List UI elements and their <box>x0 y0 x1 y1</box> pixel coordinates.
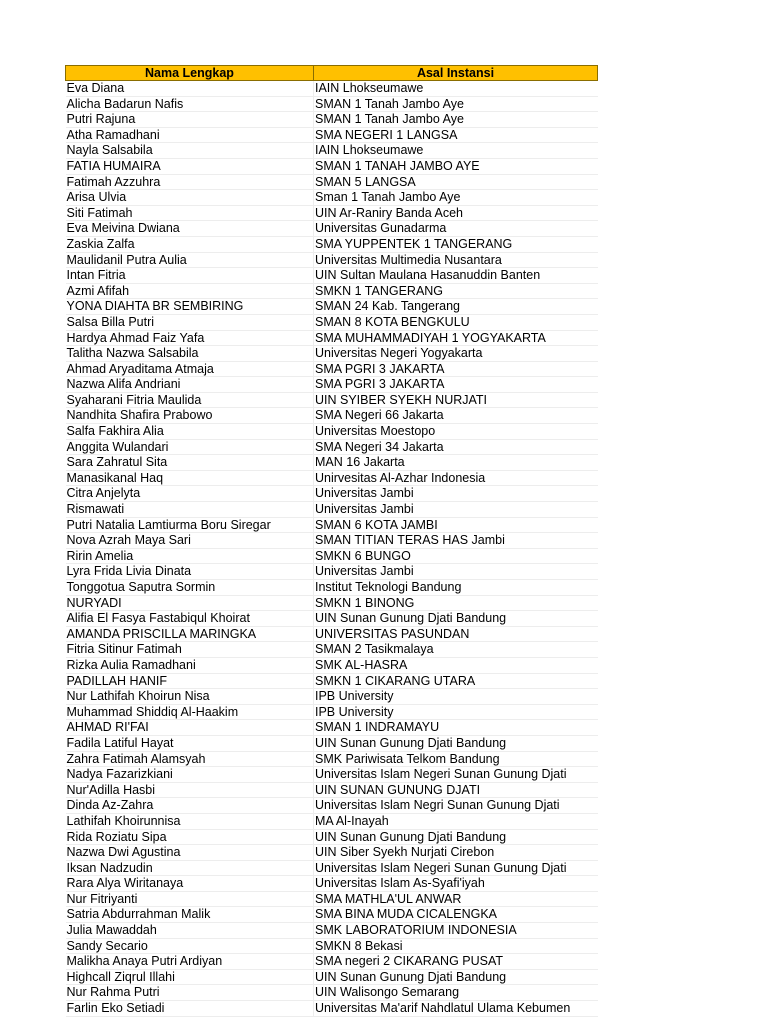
cell-asal-instansi[interactable]: Universitas Ma'arif Nahdlatul Ulama Kebumen <box>314 1001 598 1017</box>
cell-nama-lengkap[interactable]: Azmi Afifah <box>66 283 314 299</box>
participant-table <box>65 65 598 1017</box>
cell-asal-instansi[interactable]: SMKN 1 CIKARANG UTARA <box>314 673 598 689</box>
table-row <box>66 236 598 252</box>
cell-asal-instansi[interactable]: SMA MUHAMMADIYAH 1 YOGYAKARTA <box>314 330 598 346</box>
cell-nama-lengkap[interactable]: Nandhita Shafira Prabowo <box>66 408 314 424</box>
cell-nama-lengkap[interactable]: Rida Roziatu Sipa <box>66 829 314 845</box>
cell-nama-lengkap[interactable]: Tonggotua Saputra Sormin <box>66 580 314 596</box>
table-row <box>66 112 598 128</box>
table-row <box>66 424 598 440</box>
table-row <box>66 876 598 892</box>
table-row <box>66 907 598 923</box>
cell-nama-lengkap[interactable]: Talitha Nazwa Salsabila <box>66 346 314 362</box>
table-row <box>66 252 598 268</box>
cell-nama-lengkap[interactable]: Julia Mawaddah <box>66 923 314 939</box>
cell-asal-instansi[interactable]: SMA Negeri 66 Jakarta <box>314 408 598 424</box>
table-row <box>66 845 598 861</box>
cell-nama-lengkap[interactable]: Lyra Frida Livia Dinata <box>66 564 314 580</box>
cell-nama-lengkap[interactable]: Sandy Secario <box>66 938 314 954</box>
table-row <box>66 81 598 97</box>
cell-asal-instansi[interactable]: SMAN 1 TANAH JAMBO AYE <box>314 158 598 174</box>
cell-nama-lengkap[interactable]: Atha Ramadhani <box>66 127 314 143</box>
table-row <box>66 377 598 393</box>
header-nama-lengkap: Nama Lengkap <box>66 66 314 81</box>
cell-asal-instansi[interactable]: UIN SYIBER SYEKH NURJATI <box>314 392 598 408</box>
cell-asal-instansi[interactable]: SMA YUPPENTEK 1 TANGERANG <box>314 236 598 252</box>
table-row <box>66 923 598 939</box>
cell-nama-lengkap[interactable]: Nova Azrah Maya Sari <box>66 533 314 549</box>
cell-nama-lengkap[interactable]: Nazwa Dwi Agustina <box>66 845 314 861</box>
table-row <box>66 158 598 174</box>
cell-nama-lengkap[interactable]: Zahra Fatimah Alamsyah <box>66 751 314 767</box>
table-row <box>66 829 598 845</box>
cell-nama-lengkap[interactable]: Eva Meivina Dwiana <box>66 221 314 237</box>
cell-asal-instansi[interactable]: Universitas Negeri Yogyakarta <box>314 346 598 362</box>
cell-asal-instansi[interactable]: SMA negeri 2 CIKARANG PUSAT <box>314 954 598 970</box>
cell-asal-instansi[interactable]: UIN Sunan Gunung Djati Bandung <box>314 969 598 985</box>
table-row <box>66 720 598 736</box>
cell-asal-instansi[interactable]: MAN 16 Jakarta <box>314 455 598 471</box>
cell-asal-instansi[interactable]: IAIN Lhokseumawe <box>314 81 598 97</box>
cell-nama-lengkap[interactable]: Dinda Az-Zahra <box>66 798 314 814</box>
cell-nama-lengkap[interactable]: Intan Fitria <box>66 268 314 284</box>
table-row <box>66 626 598 642</box>
cell-nama-lengkap[interactable]: Fitria Sitinur Fatimah <box>66 642 314 658</box>
cell-nama-lengkap[interactable]: Rismawati <box>66 502 314 518</box>
cell-asal-instansi[interactable]: Universitas Islam Negeri Sunan Gunung Djati <box>314 767 598 783</box>
cell-nama-lengkap[interactable]: Nur Lathifah Khoirun Nisa <box>66 689 314 705</box>
cell-nama-lengkap[interactable]: Malikha Anaya Putri Ardiyan <box>66 954 314 970</box>
cell-asal-instansi[interactable]: Sman 1 Tanah Jambo Aye <box>314 190 598 206</box>
table-row <box>66 860 598 876</box>
table-row <box>66 346 598 362</box>
cell-asal-instansi[interactable]: SMK Pariwisata Telkom Bandung <box>314 751 598 767</box>
table-row <box>66 595 598 611</box>
table-row <box>66 798 598 814</box>
cell-asal-instansi[interactable]: MA Al-Inayah <box>314 813 598 829</box>
cell-nama-lengkap[interactable]: Putri Rajuna <box>66 112 314 128</box>
cell-asal-instansi[interactable]: UIN Siber Syekh Nurjati Cirebon <box>314 845 598 861</box>
cell-asal-instansi[interactable]: UIN Sunan Gunung Djati Bandung <box>314 611 598 627</box>
cell-asal-instansi[interactable]: Universitas Jambi <box>314 486 598 502</box>
cell-asal-instansi[interactable]: SMKN 1 TANGERANG <box>314 283 598 299</box>
cell-nama-lengkap[interactable]: Muhammad Shiddiq Al-Haakim <box>66 704 314 720</box>
table-row <box>66 455 598 471</box>
cell-asal-instansi[interactable]: SMK AL-HASRA <box>314 657 598 673</box>
cell-asal-instansi[interactable]: IPB University <box>314 689 598 705</box>
cell-asal-instansi[interactable]: IAIN Lhokseumawe <box>314 143 598 159</box>
table-row <box>66 299 598 315</box>
cell-asal-instansi[interactable]: SMAN 1 Tanah Jambo Aye <box>314 112 598 128</box>
cell-asal-instansi[interactable]: Unirvesitas Al-Azhar Indonesia <box>314 470 598 486</box>
cell-asal-instansi[interactable]: Institut Teknologi Bandung <box>314 580 598 596</box>
cell-asal-instansi[interactable]: UIN Ar-Raniry Banda Aceh <box>314 205 598 221</box>
cell-asal-instansi[interactable]: UIN Sunan Gunung Djati Bandung <box>314 735 598 751</box>
table-row <box>66 439 598 455</box>
cell-nama-lengkap[interactable]: Syaharani Fitria Maulida <box>66 392 314 408</box>
table-row <box>66 486 598 502</box>
table-row <box>66 642 598 658</box>
table-row <box>66 782 598 798</box>
cell-nama-lengkap[interactable]: Sara Zahratul Sita <box>66 455 314 471</box>
cell-nama-lengkap[interactable]: Ririn Amelia <box>66 548 314 564</box>
table-row <box>66 190 598 206</box>
cell-asal-instansi[interactable]: SMKN 1 BINONG <box>314 595 598 611</box>
table-row <box>66 704 598 720</box>
cell-asal-instansi[interactable]: SMA Negeri 34 Jakarta <box>314 439 598 455</box>
cell-nama-lengkap[interactable]: Rara Alya Wiritanaya <box>66 876 314 892</box>
cell-nama-lengkap[interactable]: Nur Fitriyanti <box>66 891 314 907</box>
table-row <box>66 611 598 627</box>
table-row <box>66 813 598 829</box>
cell-nama-lengkap[interactable]: Hardya Ahmad Faiz Yafa <box>66 330 314 346</box>
cell-nama-lengkap[interactable]: Putri Natalia Lamtiurma Boru Siregar <box>66 517 314 533</box>
table-row <box>66 127 598 143</box>
cell-nama-lengkap[interactable]: Iksan Nadzudin <box>66 860 314 876</box>
cell-nama-lengkap[interactable]: Fatimah Azzuhra <box>66 174 314 190</box>
table-row <box>66 969 598 985</box>
table-row <box>66 657 598 673</box>
cell-asal-instansi[interactable]: SMAN 1 INDRAMAYU <box>314 720 598 736</box>
table-row <box>66 174 598 190</box>
cell-nama-lengkap[interactable]: Eva Diana <box>66 81 314 97</box>
cell-asal-instansi[interactable]: SMAN TITIAN TERAS HAS Jambi <box>314 533 598 549</box>
cell-asal-instansi[interactable]: Universitas Islam Negeri Sunan Gunung Djati <box>314 860 598 876</box>
cell-nama-lengkap[interactable]: Maulidanil Putra Aulia <box>66 252 314 268</box>
cell-nama-lengkap[interactable]: FATIA HUMAIRA <box>66 158 314 174</box>
table-row <box>66 408 598 424</box>
cell-nama-lengkap[interactable]: NURYADI <box>66 595 314 611</box>
cell-nama-lengkap[interactable]: Salfa Fakhira Alia <box>66 424 314 440</box>
table-row <box>66 533 598 549</box>
cell-asal-instansi[interactable]: UIN SUNAN GUNUNG DJATI <box>314 782 598 798</box>
table-row <box>66 954 598 970</box>
cell-nama-lengkap[interactable]: Nur'Adilla Hasbi <box>66 782 314 798</box>
cell-nama-lengkap[interactable]: Satria Abdurrahman Malik <box>66 907 314 923</box>
table-row <box>66 1001 598 1017</box>
cell-nama-lengkap[interactable]: Nur Rahma Putri <box>66 985 314 1001</box>
cell-asal-instansi[interactable]: SMA MATHLA'UL ANWAR <box>314 891 598 907</box>
table-row <box>66 517 598 533</box>
table-row <box>66 283 598 299</box>
cell-asal-instansi[interactable]: IPB University <box>314 704 598 720</box>
cell-asal-instansi[interactable]: SMAN 8 KOTA BENGKULU <box>314 314 598 330</box>
table-body <box>66 81 598 1017</box>
cell-nama-lengkap[interactable]: Alifia El Fasya Fastabiqul Khoirat <box>66 611 314 627</box>
cell-asal-instansi[interactable]: SMA PGRI 3 JAKARTA <box>314 361 598 377</box>
cell-nama-lengkap[interactable]: Salsa Billa Putri <box>66 314 314 330</box>
cell-nama-lengkap[interactable]: Nazwa Alifa Andriani <box>66 377 314 393</box>
table-row <box>66 470 598 486</box>
cell-asal-instansi[interactable]: Universitas Jambi <box>314 564 598 580</box>
table-row <box>66 330 598 346</box>
cell-asal-instansi[interactable]: SMA BINA MUDA CICALENGKA <box>314 907 598 923</box>
cell-asal-instansi[interactable]: SMKN 6 BUNGO <box>314 548 598 564</box>
cell-asal-instansi[interactable]: SMKN 8 Bekasi <box>314 938 598 954</box>
header-asal-instansi: Asal Instansi <box>314 66 598 81</box>
cell-asal-instansi[interactable]: UIN Walisongo Semarang <box>314 985 598 1001</box>
table-row <box>66 673 598 689</box>
cell-asal-instansi[interactable]: Universitas Multimedia Nusantara <box>314 252 598 268</box>
table-row <box>66 580 598 596</box>
cell-nama-lengkap[interactable]: Citra Anjelyta <box>66 486 314 502</box>
cell-nama-lengkap[interactable]: Fadila Latiful Hayat <box>66 735 314 751</box>
cell-nama-lengkap[interactable]: AMANDA PRISCILLA MARINGKA <box>66 626 314 642</box>
cell-asal-instansi[interactable]: SMAN 24 Kab. Tangerang <box>314 299 598 315</box>
cell-nama-lengkap[interactable]: Siti Fatimah <box>66 205 314 221</box>
cell-asal-instansi[interactable]: Universitas Islam Negri Sunan Gunung Djati <box>314 798 598 814</box>
cell-nama-lengkap[interactable]: PADILLAH HANIF <box>66 673 314 689</box>
table-row <box>66 767 598 783</box>
table-row <box>66 502 598 518</box>
cell-asal-instansi[interactable]: UIN Sultan Maulana Hasanuddin Banten <box>314 268 598 284</box>
cell-nama-lengkap[interactable]: Ahmad Aryaditama Atmaja <box>66 361 314 377</box>
cell-asal-instansi[interactable]: SMA NEGERI 1 LANGSA <box>314 127 598 143</box>
cell-asal-instansi[interactable]: UIN Sunan Gunung Djati Bandung <box>314 829 598 845</box>
cell-nama-lengkap[interactable]: Farlin Eko Setiadi <box>66 1001 314 1017</box>
cell-asal-instansi[interactable]: Universitas Jambi <box>314 502 598 518</box>
cell-nama-lengkap[interactable]: Anggita Wulandari <box>66 439 314 455</box>
spreadsheet-page <box>65 65 597 1017</box>
header-row <box>66 66 598 81</box>
table-row <box>66 735 598 751</box>
table-row <box>66 221 598 237</box>
cell-nama-lengkap[interactable]: Lathifah Khoirunnisa <box>66 813 314 829</box>
cell-nama-lengkap[interactable]: Arisa Ulvia <box>66 190 314 206</box>
table-row <box>66 361 598 377</box>
table-row <box>66 938 598 954</box>
table-row <box>66 548 598 564</box>
table-row <box>66 985 598 1001</box>
table-row <box>66 891 598 907</box>
cell-nama-lengkap[interactable]: AHMAD RI'FAI <box>66 720 314 736</box>
cell-asal-instansi[interactable]: SMK LABORATORIUM INDONESIA <box>314 923 598 939</box>
table-row <box>66 392 598 408</box>
cell-nama-lengkap[interactable]: Nayla Salsabila <box>66 143 314 159</box>
table-row <box>66 268 598 284</box>
table-row <box>66 143 598 159</box>
cell-nama-lengkap[interactable]: Nadya Fazarizkiani <box>66 767 314 783</box>
cell-nama-lengkap[interactable]: Rizka Aulia Ramadhani <box>66 657 314 673</box>
table-row <box>66 96 598 112</box>
table-row <box>66 689 598 705</box>
table-row <box>66 205 598 221</box>
cell-asal-instansi[interactable]: UNIVERSITAS PASUNDAN <box>314 626 598 642</box>
cell-nama-lengkap[interactable]: Zaskia Zalfa <box>66 236 314 252</box>
cell-nama-lengkap[interactable]: Manasikanal Haq <box>66 470 314 486</box>
cell-asal-instansi[interactable]: Universitas Gunadarma <box>314 221 598 237</box>
cell-asal-instansi[interactable]: SMA PGRI 3 JAKARTA <box>314 377 598 393</box>
cell-asal-instansi[interactable]: SMAN 6 KOTA JAMBI <box>314 517 598 533</box>
table-row <box>66 564 598 580</box>
cell-nama-lengkap[interactable]: Alicha Badarun Nafis <box>66 96 314 112</box>
cell-asal-instansi[interactable]: SMAN 1 Tanah Jambo Aye <box>314 96 598 112</box>
cell-nama-lengkap[interactable]: Highcall Ziqrul Illahi <box>66 969 314 985</box>
cell-nama-lengkap[interactable]: YONA DIAHTA BR SEMBIRING <box>66 299 314 315</box>
cell-asal-instansi[interactable]: Universitas Moestopo <box>314 424 598 440</box>
cell-asal-instansi[interactable]: Universitas Islam As-Syafi'iyah <box>314 876 598 892</box>
cell-asal-instansi[interactable]: SMAN 5 LANGSA <box>314 174 598 190</box>
table-row <box>66 751 598 767</box>
cell-asal-instansi[interactable]: SMAN 2 Tasikmalaya <box>314 642 598 658</box>
table-row <box>66 314 598 330</box>
